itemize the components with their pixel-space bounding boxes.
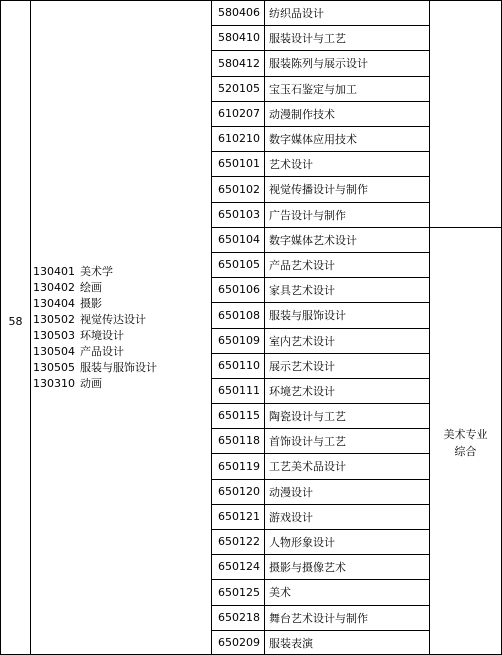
major-code: 610210 [218, 132, 260, 145]
major-code: 650101 [218, 157, 260, 170]
major-code: 650104 [218, 233, 260, 246]
major-name: 游戏设计 [269, 510, 313, 524]
sequence-number: 58 [8, 315, 23, 328]
grad-major-name: 视觉传达设计 [80, 313, 146, 326]
major-name: 环境艺术设计 [269, 384, 335, 398]
major-code: 650120 [218, 485, 260, 498]
major-code: 650119 [218, 459, 260, 473]
major-name: 动漫设计 [269, 485, 313, 499]
grad-major-code: 130402 [33, 281, 75, 294]
major-code: 650121 [218, 510, 260, 523]
major-code: 580410 [218, 31, 260, 44]
grad-major-code: 130502 [33, 313, 75, 326]
grad-major-item [33, 328, 157, 344]
major-name: 展示艺术设计 [269, 359, 335, 373]
grad-major-item [33, 312, 157, 328]
major-name: 数字媒体应用技术 [269, 132, 357, 146]
major-code: 520105 [218, 82, 260, 95]
major-name: 艺术设计 [269, 157, 313, 171]
major-name: 服装设计与工艺 [269, 31, 346, 45]
major-name: 宝玉石鉴定与加工 [269, 82, 357, 96]
major-name: 首饰设计与工艺 [269, 434, 346, 448]
major-code: 650105 [218, 258, 260, 271]
grad-major-name: 服装与服饰设计 [80, 361, 157, 374]
major-code: 650110 [218, 359, 260, 372]
grad-major-name: 环境设计 [80, 329, 124, 342]
major-code: 650125 [218, 585, 260, 599]
grad-major-code: 130504 [33, 345, 75, 358]
major-code: 650103 [218, 208, 260, 221]
grad-major-name: 摄影 [80, 297, 102, 310]
major-name: 人物形象设计 [269, 535, 335, 549]
major-code: 650109 [218, 334, 260, 347]
grad-major-code: 130503 [33, 329, 75, 342]
major-name: 服装与服饰设计 [269, 309, 346, 322]
major-code: 650106 [218, 283, 260, 296]
exam-subject [430, 426, 501, 460]
major-name: 舞台艺术设计与制作 [269, 611, 368, 625]
major-name: 动漫制作技术 [269, 107, 335, 121]
grad-major-item [33, 376, 157, 392]
grad-major-name: 绘画 [80, 281, 102, 294]
exam-divider [429, 227, 502, 228]
major-name: 纺织品设计 [269, 6, 324, 20]
major-name: 工艺美术品设计 [269, 460, 346, 473]
major-name: 摄影与摄像艺术 [269, 560, 346, 574]
major-name: 产品艺术设计 [269, 258, 335, 272]
exam-subject-line1: 美术专业 [443, 428, 488, 441]
grad-major-code: 130401 [33, 265, 75, 278]
major-name: 数字媒体艺术设计 [269, 233, 357, 247]
border-seq-right [30, 0, 31, 655]
major-name: 室内艺术设计 [269, 334, 335, 348]
exam-subject-line2: 综合 [454, 445, 477, 458]
grad-major-item [33, 280, 157, 296]
grad-major-item [33, 296, 157, 312]
grad-major-list [33, 264, 157, 392]
major-code: 650124 [218, 560, 260, 573]
major-code: 650102 [218, 182, 260, 196]
grad-major-code: 130404 [33, 297, 75, 310]
major-name: 服装表演 [269, 636, 313, 650]
major-name: 广告设计与制作 [269, 208, 346, 222]
grad-major-code: 130310 [33, 377, 75, 390]
border-left [0, 0, 1, 655]
grad-major-item [33, 344, 157, 360]
major-name: 家具艺术设计 [269, 283, 335, 297]
major-name: 视觉传播设计与制作 [269, 183, 368, 196]
major-code: 650111 [218, 384, 260, 397]
major-code: 650108 [218, 308, 260, 322]
major-code: 580412 [218, 56, 260, 70]
major-name: 服装陈列与展示设计 [269, 57, 368, 70]
major-code: 650118 [218, 434, 260, 447]
major-name: 美术 [269, 586, 291, 599]
grad-major-item [33, 360, 157, 376]
grad-major-item [33, 264, 157, 280]
major-code: 650218 [218, 611, 260, 624]
major-code: 650122 [218, 535, 260, 548]
major-name: 陶瓷设计与工艺 [269, 409, 346, 423]
grad-major-name: 产品设计 [80, 345, 124, 358]
major-code: 650115 [218, 409, 260, 422]
grad-major-code: 130505 [33, 361, 75, 374]
major-code: 610207 [218, 107, 260, 120]
major-code: 650209 [218, 636, 260, 649]
grad-major-name: 动画 [80, 377, 102, 390]
major-code: 580406 [218, 6, 260, 19]
grad-major-name: 美术学 [80, 265, 113, 278]
